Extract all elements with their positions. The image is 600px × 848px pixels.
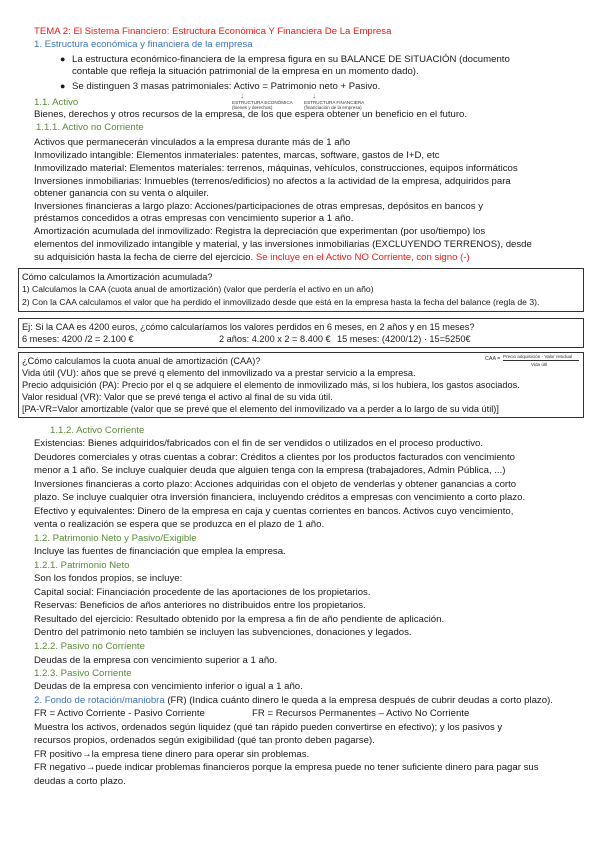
fr-formula-1: FR = Activo Corriente - Pasivo Corriente: [34, 708, 205, 719]
section-1-2-3-heading: 1.2.3. Pasivo Corriente: [34, 668, 132, 679]
section-1-2-1-heading: 1.2.1. Patrimonio Neto: [34, 560, 130, 571]
section-1-2-2-heading: 1.2.2. Pasivo no Corriente: [34, 641, 145, 652]
section-1-heading: 1. Estructura económica y financiera de la empresa: [34, 39, 253, 50]
fr-formula-2: FR = Recursos Permanentes – Activo No Corriente: [252, 708, 470, 719]
section-2-title: Fondo de rotación/maniobra: [44, 695, 165, 706]
ac-line: Existencias: Bienes adquiridos/fabricados con el fin de ser vendidos o utilizados en el proceso productivo.: [34, 438, 484, 449]
ac-line: venta o realización se espera que se produzca en el plazo de 1 año.: [34, 519, 325, 530]
pn-line: Dentro del patrimonio neto también se incluyen las subvenciones, donaciones y legados.: [34, 627, 412, 638]
ac-line: Deudores comerciales y otras cuentas a cobrar: Créditos a clientes por los productos facturados con vencimiento: [34, 452, 515, 463]
note-financial: ESTRUCTURA FINANCIERA: [304, 100, 365, 105]
pn-line: Capital social: Financiación procedente de las aportaciones de los propietarios.: [34, 587, 371, 598]
example-2-years: 2 años: 4.200 x 2 = 8.400 €: [219, 334, 331, 344]
section-2-heading: [34, 695, 553, 707]
formula-bar: [503, 360, 579, 361]
fr-line: FR negativo→puede indicar problemas financieros porque la empresa puede no tener suficiente dinero para pagar sus: [34, 762, 539, 773]
section-1-1-2-heading: 1.1.2. Activo Corriente: [50, 425, 145, 436]
anc-line: obtener ganancia con su venta o alquiler.: [34, 188, 209, 199]
anc-line: elementos del inmovilizado intangible y material, y las inversiones inmobiliarias (EXCLUYENDO TERRENOS), desde: [34, 239, 532, 250]
bullet-text-cont: contable que refleja la situación patrimonial de la empresa en un momento dado).: [72, 66, 419, 77]
caa-box: [18, 352, 584, 418]
arrow-down-icon: ↓: [312, 91, 316, 100]
ac-line: Efectivo y equivalentes: Dinero de la empresa en caja y cuentas corrientes en bancos. Activos cuyo vencimiento,: [34, 506, 514, 517]
anc-line: Inmovilizado material: Elementos materiales: terrenos, máquinas, vehículos, construcciones, equipos informáticos: [34, 163, 518, 174]
arrow-down-icon: ↓: [240, 91, 244, 100]
note-financial-sub: (financiación de la empresa): [304, 105, 362, 110]
caa-question: ¿Cómo calculamos la cuota anual de amortización (CAA)?: [22, 356, 261, 366]
caa-vr: Valor residual (VR): Valor que se prevé tenga el activo al final de su vida útil.: [22, 392, 333, 402]
ac-line: plazo. Se incluye cualquier otra inversión financiera, incluyendo créditos a empresas con vencimiento a corto plazo.: [34, 492, 526, 503]
anc-line: Inversiones inmobiliarias: Inmuebles (terrenos/edificios) no afectos a la actividad de la empresa, adquiridos para: [34, 176, 511, 187]
anc-line: Inversiones financieras a largo plazo: Acciones/participaciones de otras empresas, depósitos en bancos y: [34, 201, 484, 212]
bullet-masses: Se distinguen 3 masas patrimoniales: Activo = Patrimonio neto + Pasivo.: [72, 81, 381, 92]
pn-line: Resultado del ejercicio: Resultado obtenido por la empresa a fin de año pendiente de aplicación.: [34, 614, 445, 625]
section-2-rest: (FR) (Indica cuánto dinero le queda a la empresa después de cubrir deudas a corto plazo).: [167, 695, 553, 706]
section-1-1-1-heading: 1.1.1. Activo no Corriente: [36, 122, 144, 133]
formula-label: CAA =: [485, 356, 501, 362]
example-15-months: 15 meses: (4200/12) · 15=5250€: [337, 334, 471, 344]
bullet-text: La estructura económico-financiera de la empresa figura en su BALANCE DE SITUACIÓN (documento: [72, 54, 510, 65]
caa-va: [PA-VR=Valor amortizable (valor que se prevé que el elemento del inmovilizado va a perder a lo largo de su vida útil)]: [22, 404, 499, 414]
fr-line: recursos propios, ordenados según exigibilidad (qué tan pronto deben pagarse).: [34, 735, 375, 746]
pc-text: Deudas de la empresa con vencimiento inferior o igual a 1 año.: [34, 681, 303, 692]
activo-description: Bienes, derechos y otros recursos de la empresa, de los que espera obtener un beneficio en el futuro.: [34, 109, 468, 120]
note-economic-sub: (bienes y derechos): [232, 105, 273, 110]
s12-description: Incluye las fuentes de financiación que emplea la empresa.: [34, 546, 286, 557]
anc-line-last: [34, 252, 470, 264]
section-1-1-heading: 1.1. Activo: [34, 97, 79, 108]
section-2-number: 2.: [34, 695, 43, 706]
document-title: TEMA 2: El Sistema Financiero: Estructura Económica Y Financiera De La Empresa: [34, 26, 392, 37]
pn-line: Reservas: Beneficios de años anteriores no distribuidos entre los propietarios.: [34, 600, 366, 611]
box1-step: 1) Calculamos la CAA (cuota anual de amortización) (valor que perdería el activo en un año): [22, 284, 374, 294]
fr-line: deudas a corto plazo.: [34, 776, 126, 787]
bullet-icon: ●: [60, 81, 66, 91]
anc-red-note: Se incluye en el Activo NO Corriente, con signo (-): [255, 252, 470, 263]
fr-line: Muestra los activos, ordenados según liquidez (qué tan rápido pueden convertirse en efectivo); y los pasivos y: [34, 722, 503, 733]
caa-vu: Vida útil (VU): años que se prevé q elemento del inmovilizado va a prestar servicio a la empresa.: [22, 368, 416, 378]
example-6-months: 6 meses: 4200 /2 = 2.100 €: [22, 334, 134, 344]
box1-step: 2) Con la CAA calculamos el valor que ha perdido el inmovilizado desde que está en la empresa hasta la fecha del balance (regla de 3).: [22, 297, 540, 307]
anc-line: Inmovilizado intangible: Elementos inmateriales: patentes, marcas, software, gastos de I+D, etc: [34, 150, 440, 161]
fr-line: FR positivo→la empresa tiene dinero para operar sin problemas.: [34, 749, 310, 760]
example-question: Ej: Si la CAA es 4200 euros, ¿cómo calcularíamos los valores perdidos en 6 meses, en 2 años y en 15 meses?: [22, 322, 475, 332]
ac-line: menor a 1 año. Se incluye cualquier deuda que alguien tenga con la empresa (trabajadores, Admin Pública, ...): [34, 465, 506, 476]
anc-line: Activos que permanecerán vinculados a la empresa durante más de 1 año: [34, 137, 351, 148]
pnc-text: Deudas de la empresa con vencimiento superior a 1 año.: [34, 655, 278, 666]
pn-line: Son los fondos propios, se incluye:: [34, 573, 183, 584]
box1-title: Cómo calculamos la Amortización acumulada?: [22, 272, 213, 282]
anc-text: su adquisición hasta la fecha de cierre del ejercicio.: [34, 252, 254, 263]
section-1-2-heading: 1.2. Patrimonio Neto y Pasivo/Exigible: [34, 533, 197, 544]
bullet-icon: ●: [60, 54, 66, 64]
note-economic: ESTRUCTURA ECONÓMICA: [232, 100, 293, 105]
ac-line: Inversiones financieras a corto plazo: Acciones adquiridas con el objeto de venderlas y obtener ganancias a corto: [34, 479, 517, 490]
caa-pa: Precio adquisición (PA): Precio por el q se adquiere el elemento de inmovilizado más, si los hubiera, los gastos asociados.: [22, 380, 520, 390]
formula-numerator: Precio adquisición - Valor residual: [503, 354, 573, 359]
anc-line: préstamos concedidos a otras empresas con vencimiento superior a 1 año.: [34, 213, 354, 224]
anc-line: Amortización acumulada del inmovilizado: Registra la depreciación que experimentan (por uso/tiempo) los: [34, 226, 486, 237]
formula-denominator: Vida útil: [531, 362, 548, 367]
example-box: [18, 318, 584, 348]
amortization-box: [18, 268, 584, 312]
